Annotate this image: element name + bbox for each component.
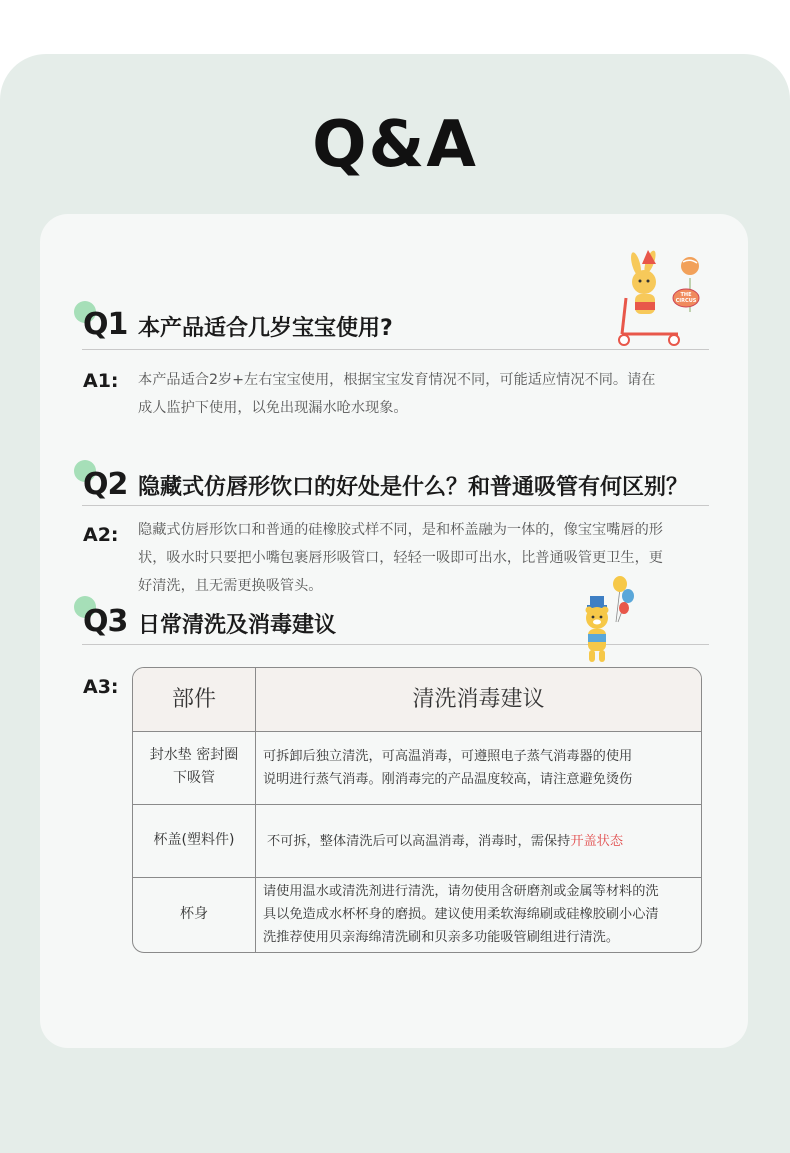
table-row xyxy=(133,805,701,878)
row2-advice-text: 不可拆，整体清洗后可以高温消毒，消毒时，需保持 xyxy=(267,834,571,849)
row3-part-line-1: 杯身 xyxy=(180,906,208,922)
q2-divider xyxy=(82,505,709,506)
q2-label: Q2 xyxy=(83,467,128,502)
qa-card xyxy=(40,214,748,1048)
q1-question: 本产品适合几岁宝宝使用? xyxy=(138,316,393,341)
a3-label: A3: xyxy=(83,676,119,698)
row1-advice-line-1: 可拆卸后独立清洗，可高温消毒，可遵照电子蒸气消毒器的使用 xyxy=(263,749,633,764)
rabbit-scooter-mascot-icon xyxy=(608,250,708,350)
q1-label: Q1 xyxy=(83,307,128,342)
table-row xyxy=(133,878,701,952)
row3-advice xyxy=(263,880,691,949)
row3-part xyxy=(133,903,255,926)
a2-label: A2: xyxy=(83,524,119,546)
a1-label: A1: xyxy=(83,370,119,392)
row1-advice-line-2: 说明进行蒸气消毒。刚消毒完的产品温度较高，请注意避免烫伤 xyxy=(263,772,633,787)
row2-part xyxy=(133,829,255,852)
a2-line-1: 隐藏式仿唇形饮口和普通的硅橡胶式样不同，是和杯盖融为一体的，像宝宝嘴唇的形 xyxy=(138,522,663,538)
table-header xyxy=(133,668,701,732)
q3-question: 日常清洗及消毒建议 xyxy=(138,613,337,638)
row1-part xyxy=(133,744,255,790)
q2-question: 隐藏式仿唇形饮口的好处是什么？和普通吸管有何区别？ xyxy=(138,475,689,500)
row3-advice-line-3: 洗推荐使用贝亲海绵清洗刷和贝亲多功能吸管刷组进行清洗。 xyxy=(263,930,620,945)
header-advice: 清洗消毒建议 xyxy=(412,687,545,712)
a1-line-2: 成人监护下使用，以免出现漏水呛水现象。 xyxy=(138,400,408,416)
bear-balloon-mascot-icon xyxy=(580,576,640,668)
row1-part-line-2: 下吸管 xyxy=(173,770,215,786)
table-row xyxy=(133,732,701,805)
a1-answer xyxy=(138,366,655,422)
row2-advice xyxy=(267,830,695,853)
page-title: Q&A xyxy=(312,108,478,182)
row2-advice-highlight: 开盖状态 xyxy=(570,834,624,849)
svg-text:CIRCUS: CIRCUS xyxy=(675,298,697,304)
q3-label: Q3 xyxy=(83,604,128,639)
row2-part-line-1: 杯盖(塑料件) xyxy=(153,832,235,848)
row1-advice xyxy=(263,745,691,791)
a1-line-1: 本产品适合2岁+左右宝宝使用，根据宝宝发育情况不同，可能适应情况不同。请在 xyxy=(138,372,656,388)
svg-text:THE: THE xyxy=(680,292,692,298)
cleaning-advice-table xyxy=(132,667,702,953)
row3-advice-line-2: 具以免造成水杯杯身的磨损。建议使用柔软海绵刷或硅橡胶刷小心清 xyxy=(263,907,659,922)
row1-part-line-1: 封水垫 密封圈 xyxy=(149,747,239,763)
a2-line-2: 状，吸水时只要把小嘴包裹唇形吸管口，轻轻一吸即可出水，比普通吸管更卫生，更 xyxy=(138,550,663,566)
header-part: 部件 xyxy=(171,687,216,712)
row3-advice-line-1: 请使用温水或清洗剂进行清洗，请勿使用含研磨剂或金属等材料的洗 xyxy=(263,884,659,899)
a2-line-3: 好清洗，且无需更换吸管头。 xyxy=(138,578,323,594)
